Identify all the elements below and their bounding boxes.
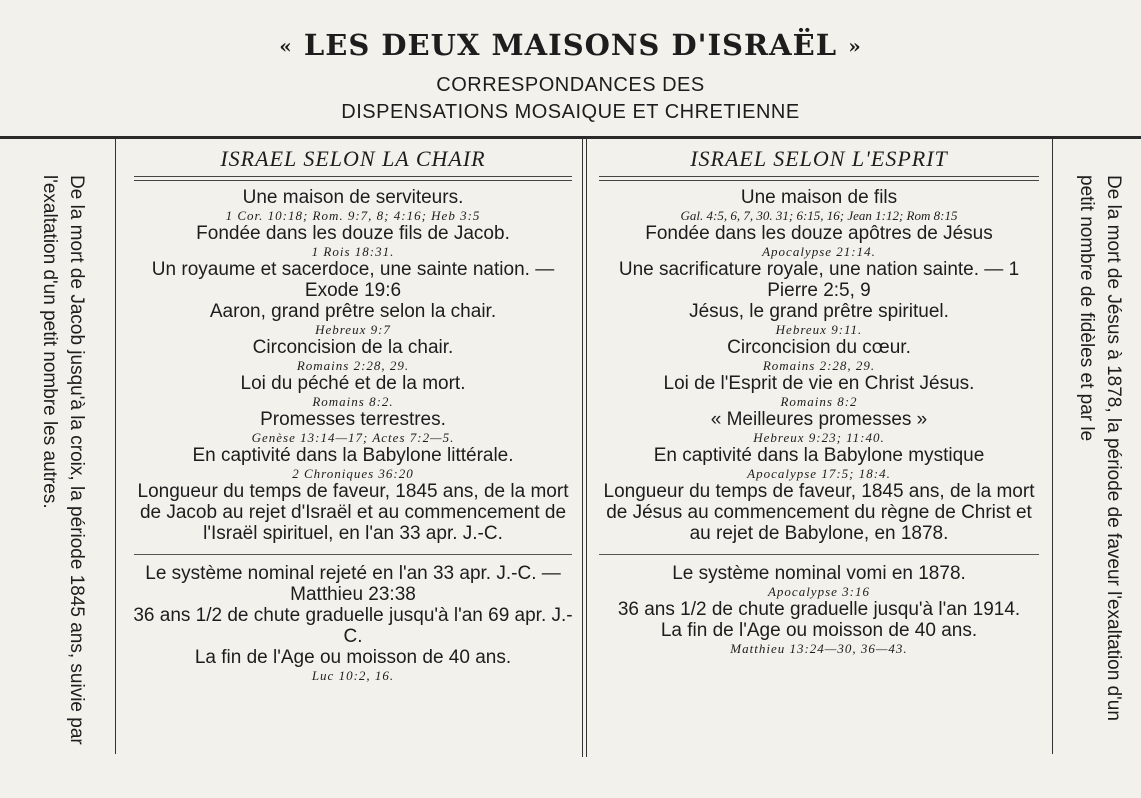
list-item	[593, 599, 1045, 620]
entry-text: Loi de l'Esprit de vie en Christ Jésus.	[663, 373, 975, 394]
entry-ref: Matthieu 13:24—30, 36—43.	[730, 641, 908, 656]
entry-text: Une maison de serviteurs.	[242, 187, 464, 208]
entry-ref: Hebreux 9:11.	[775, 322, 863, 337]
entry-ref: Romains 2:28, 29.	[762, 358, 876, 373]
right-entries	[593, 187, 1045, 544]
entry-text: « Meilleures promesses »	[710, 409, 928, 430]
entry-text: Le système nominal vomi en 1878.	[672, 563, 966, 584]
entry-text: Circoncision du cœur.	[727, 337, 911, 358]
entry-text: La fin de l'Age ou moisson de 40 ans.	[194, 647, 512, 668]
quote-close: »	[848, 34, 862, 58]
entry-ref: Gal. 4:5, 6, 7, 30. 31; 6:15, 16; Jean 1:12; Rom 8:15	[680, 208, 958, 223]
entry-ref: Apocalypse 21:14.	[762, 244, 876, 259]
entry-ref: 1 Rois 18:31.	[311, 244, 395, 259]
entry-ref: Romains 8:2	[780, 394, 858, 409]
list-item	[128, 223, 578, 259]
entry-ref: 2 Chroniques 36:20	[292, 466, 414, 481]
list-item	[128, 481, 578, 544]
center-divider-b	[586, 139, 587, 757]
entry-text: Aaron, grand prêtre selon la chair.	[209, 301, 497, 322]
list-item	[593, 259, 1045, 301]
entry-ref: Genèse 13:14—17; Actes 7:2—5.	[251, 430, 455, 445]
side-note-right-text: De la mort de Jésus à 1878, la période de faveur l'exaltation d'un petit nombre de fidèles et par le	[1076, 175, 1124, 721]
quote-open: «	[279, 34, 293, 58]
left-heading-rule	[134, 176, 572, 181]
list-item	[128, 187, 578, 223]
list-item	[128, 445, 578, 481]
left-lower-rule	[134, 554, 572, 555]
center-divider-a	[582, 139, 583, 757]
page-title	[0, 28, 1141, 62]
entry-text: En captivité dans la Babylone mystique	[653, 445, 985, 466]
list-item	[128, 301, 578, 337]
entry-ref: Apocalypse 3:16	[767, 584, 870, 599]
side-note-right	[1067, 175, 1127, 755]
entry-text: Fondée dans les douze fils de Jacob.	[196, 223, 510, 244]
entry-text: Un royaume et sacerdoce, une sainte nation. — Exode 19:6	[151, 259, 555, 301]
entry-text: Une sacrificature royale, une nation sainte. — 1 Pierre 2:5, 9	[618, 259, 1020, 301]
left-margin-divider	[115, 139, 116, 754]
list-item	[128, 605, 578, 647]
entry-text: 36 ans 1/2 de chute graduelle jusqu'à l'an 69 apr. J.-C.	[133, 605, 573, 647]
entry-text: Longueur du temps de faveur, 1845 ans, de la mort de Jacob au rejet d'Israël et au commencement de l'Israël spirituel, en l'an 33 apr. J.-C.	[137, 481, 569, 544]
right-lower-rule	[599, 554, 1039, 555]
entry-text: Une maison de fils	[740, 187, 898, 208]
entry-text: En captivité dans la Babylone littérale.	[192, 445, 514, 466]
list-item	[593, 481, 1045, 544]
right-lower-entries	[593, 563, 1045, 656]
entry-ref: Romains 2:28, 29.	[296, 358, 410, 373]
side-note-left	[30, 175, 90, 755]
entry-text: Promesses terrestres.	[260, 409, 446, 430]
entry-text: Longueur du temps de faveur, 1845 ans, de la mort de Jésus au commencement du règne de Christ et au rejet de Babylone, en 1878.	[603, 481, 1035, 544]
list-item	[128, 409, 578, 445]
list-item	[128, 259, 578, 301]
entry-text: Circoncision de la chair.	[252, 337, 454, 358]
left-column	[128, 139, 578, 683]
entry-ref: Hebreux 9:7	[315, 322, 391, 337]
entry-ref: Romains 8:2.	[312, 394, 394, 409]
list-item	[593, 187, 1045, 223]
entry-text: Le système nominal rejeté en l'an 33 apr. J.-C. — Matthieu 23:38	[145, 563, 561, 605]
list-item	[128, 373, 578, 409]
entry-ref: Hebreux 9:23; 11:40.	[753, 430, 885, 445]
list-item	[593, 337, 1045, 373]
list-item	[128, 563, 578, 605]
entry-text: Loi du péché et de la mort.	[240, 373, 466, 394]
subtitle-line-2: DISPENSATIONS MOSAIQUE ET CHRETIENNE	[341, 101, 800, 123]
left-lower-entries	[128, 563, 578, 683]
list-item	[128, 337, 578, 373]
list-item	[593, 223, 1045, 259]
list-item	[593, 409, 1045, 445]
right-column	[593, 139, 1045, 656]
entry-ref: Apocalypse 17:5; 18:4.	[747, 466, 891, 481]
entry-text: La fin de l'Age ou moisson de 40 ans.	[660, 620, 978, 641]
side-note-left-text: De la mort de Jacob jusqu'à la croix, la période 1845 ans, suivie par l'exaltation d'un petit nombre les autres.	[39, 175, 87, 745]
entry-text: 36 ans 1/2 de chute graduelle jusqu'à l'an 1914.	[617, 599, 1021, 620]
entry-text: Fondée dans les douze apôtres de Jésus	[645, 223, 993, 244]
list-item	[593, 620, 1045, 656]
right-column-heading: ISRAEL SELON L'ESPRIT	[690, 146, 948, 171]
list-item	[128, 647, 578, 683]
list-item	[593, 301, 1045, 337]
entry-text: Jésus, le grand prêtre spirituel.	[689, 301, 949, 322]
entry-ref: 1 Cor. 10:18; Rom. 9:7, 8; 4:16; Heb 3:5	[225, 208, 481, 223]
list-item	[593, 563, 1045, 599]
entry-ref: Luc 10:2, 16.	[311, 668, 395, 683]
right-heading-rule	[599, 176, 1039, 181]
right-margin-divider	[1052, 139, 1053, 754]
left-column-heading: ISRAEL SELON LA CHAIR	[220, 146, 486, 171]
left-entries	[128, 187, 578, 544]
subtitle-line-1: CORRESPONDANCES DES	[436, 74, 705, 96]
list-item	[593, 445, 1045, 481]
title-text: LES DEUX MAISONS D'ISRAËL	[303, 28, 838, 62]
list-item	[593, 373, 1045, 409]
